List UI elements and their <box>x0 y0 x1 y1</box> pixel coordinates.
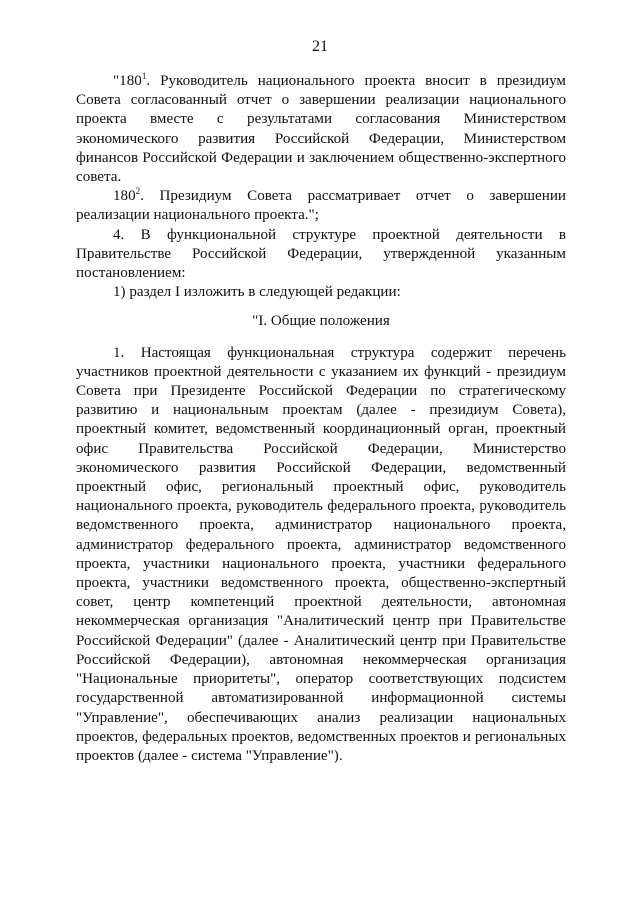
paragraph-180-1-text: . Руководитель национального проекта вносит в президиум Совета согласованный отчет о завершении реализации национального проекта вместе с результатами согласования Министерством экономического развития Российской Федерации, Министерством финансов Российской Федерации и заключением общественно-экспертного совета. <box>76 73 566 186</box>
document-body <box>76 72 566 766</box>
page-number: 21 <box>312 38 328 55</box>
paragraph-subitem-1: 1) раздел I изложить в следующей редакции: <box>113 284 401 301</box>
paragraph-180-2 <box>76 187 566 225</box>
paragraph-item-4: 4. В функциональной структуре проектной деятельности в Правительстве Российской Федерации, утвержденной указанным постановлением: <box>76 226 566 282</box>
paragraph-180-2-text: . Президиум Совета рассматривает отчет о завершении реализации национального проекта."; <box>76 188 566 224</box>
paragraph-180-1 <box>76 72 566 187</box>
superscript-2: 2 <box>135 186 141 197</box>
paragraph-180-2-lead: 180 <box>113 188 136 205</box>
section-heading: "I. Общие положения <box>252 313 390 330</box>
paragraph-180-1-lead: "180 <box>113 73 142 89</box>
superscript-1: 1 <box>141 71 147 81</box>
paragraph-clause-1: 1. Настоящая функциональная структура содержит перечень участников проектной деятельности с указанием их функций - президиум Совета при Президенте Российской Федерации по стратегическому развитию и национальным проектам (далее - президиум Совета), проектный комитет, ведомственный координационный орган, проектный офис Правительства Российской Федерации, Министерство экономического развития Российской Федерации, ведомственный проектный офис, региональный проектный офис, руководитель национального проекта, руководитель федерального проекта, руководитель ведомственного проекта, администратор национального проекта, администратор федерального проекта, администратор ведомственного проекта, участники национального проекта, участники федерального проекта, участники ведомственного проекта, общественно-экспертный совет, центр компетенций проектной деятельности, автономная некоммерческая организация "Аналитический центр при Правительстве Российской Федерации" (далее - Аналитический центр при Правительстве Российской Федерации), автономная некоммерческая организация "Национальные приоритеты", оператор соответствующих подсистем государственной автоматизированной информационной системы "Управление", обеспечивающих анализ реализации национальных проектов, федеральных проектов, ведомственных проектов и региональных проектов (далее - система "Управление"). <box>76 344 566 764</box>
